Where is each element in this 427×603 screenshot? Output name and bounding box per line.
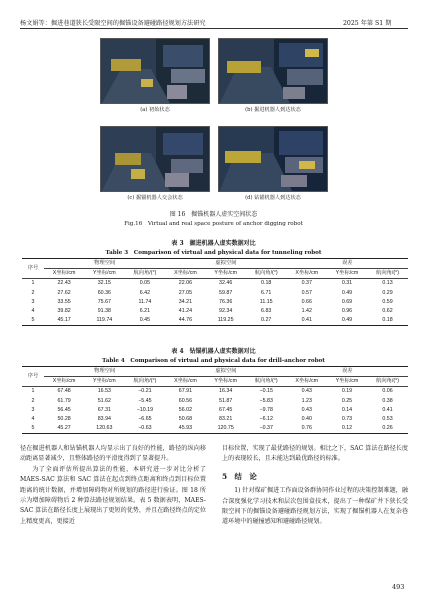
subheader-x: X坐标/cm xyxy=(52,378,76,385)
table-cell: −9.78 xyxy=(259,406,273,413)
table-cell: −0.21 xyxy=(138,388,152,395)
table-cell: 67.31 xyxy=(97,406,111,413)
table-cell: 75.67 xyxy=(97,298,111,305)
table-cell: 120.63 xyxy=(96,425,113,432)
table-cell: 33.55 xyxy=(57,298,71,305)
panel-a-label: (a) 初始状态 xyxy=(140,107,170,113)
table-cell: 0.49 xyxy=(341,289,353,296)
table-cell: 39.82 xyxy=(57,308,71,315)
running-header-right: 2025 年第 S1 期 xyxy=(343,20,392,27)
page-number: 493 xyxy=(392,583,405,591)
table-cell: 41.24 xyxy=(178,308,193,315)
table-cell: 59.87 xyxy=(219,289,233,296)
table3-group-virtual: 虚拟空间 xyxy=(165,259,286,269)
table-cell: 119.74 xyxy=(96,317,113,324)
table-cell: 6.42 xyxy=(139,289,151,296)
table-cell: 0.05 xyxy=(139,280,151,287)
table-cell: −6.65 xyxy=(138,416,152,423)
table-cell: 44.76 xyxy=(178,317,193,324)
table4 xyxy=(22,366,408,434)
subheader-y: Y坐标/cm xyxy=(214,270,237,277)
figure-panel-c xyxy=(100,126,210,192)
panel-c-label: (c) 掘锚机器人交会状态 xyxy=(127,195,183,201)
table-cell: 32.15 xyxy=(97,280,111,287)
subheader-y: Y坐标/cm xyxy=(93,270,116,277)
table-cell: 1.42 xyxy=(301,308,312,315)
table3-subheader-row xyxy=(22,269,408,279)
table-row xyxy=(22,397,408,406)
row-index-cell: 3 xyxy=(31,406,35,413)
table-cell: 22.06 xyxy=(178,280,193,287)
mine-scene-image xyxy=(219,127,328,192)
table-cell: −0.63 xyxy=(138,425,152,432)
subheader-x: X坐标/cm xyxy=(174,378,197,385)
table-cell: 51.62 xyxy=(97,397,111,404)
table-cell: 0.66 xyxy=(301,298,312,305)
table-cell: 6.21 xyxy=(139,308,151,315)
body-paragraph: 1) 针对煤矿掘进工作面设备群协同作业过程的决策控制难题，融合深度强化学习技术和层次包围盒技术，提出了一种煤矿井下狭长受限空间下的掘锚设备避碰路径规划方法，实现了掘锚机器人在复杂巷道环境中的碰撞感知和避碰路径规划。 xyxy=(222,487,408,526)
table-cell: 67.45 xyxy=(219,406,233,413)
table-cell: 0.26 xyxy=(382,425,393,432)
table-cell: 0.49 xyxy=(341,317,353,324)
table-cell: 0.18 xyxy=(261,280,272,287)
table-cell: 34.21 xyxy=(178,298,193,305)
table-cell: 11.74 xyxy=(138,298,152,305)
table3-group-error: 误差 xyxy=(287,259,408,269)
table4-title-cn: 表 4 钻锚机器人虚实数据对比 xyxy=(171,348,256,355)
table-cell: 0.53 xyxy=(382,416,393,423)
table-cell: 0.76 xyxy=(301,425,312,432)
table4-subheader-row xyxy=(22,377,408,387)
table-cell: 45.27 xyxy=(57,425,71,432)
table-cell: 0.96 xyxy=(341,308,353,315)
table-cell: 83.21 xyxy=(219,416,233,423)
table-cell: 0.57 xyxy=(301,289,312,296)
subheader-heading: 航向角/(°) xyxy=(376,270,400,277)
table-cell: −6.12 xyxy=(259,416,273,423)
row-index-cell: 2 xyxy=(31,397,35,404)
table-cell: 67.48 xyxy=(57,388,71,395)
table-cell: −0.37 xyxy=(259,425,273,432)
row-index-cell: 4 xyxy=(31,308,35,315)
table-cell: 11.15 xyxy=(259,298,273,305)
table-row xyxy=(22,307,408,316)
table-cell: 27.05 xyxy=(178,289,193,296)
mine-scene-image xyxy=(101,127,210,192)
table-cell: 0.38 xyxy=(382,397,393,404)
table-cell: 50.28 xyxy=(57,416,71,423)
table4-group-virtual: 虚拟空间 xyxy=(165,367,286,377)
table-cell: 6.83 xyxy=(261,308,272,315)
table-row xyxy=(22,298,408,307)
table-cell: −5.83 xyxy=(259,397,273,404)
body-paragraph: 为了全面评估所提出算法的性能，本研究进一步对比分析了 MAES-SAC 算法和 SAC 算法在起点到终点距离和终点到目标位置距离的统计数据，并增加障碍物对所规划的路径进行验证。图 18 所示为增加障碍物后 2 种算法路径规划结果。表 5 数据表明，MAES-SAC 算法在路径长度上展现出了更短的优势，并且在路径终点的定位上精度更高，更接近 xyxy=(20,465,206,525)
subheader-y: Y坐标/cm xyxy=(93,378,116,385)
panel-b-label: (b) 掘进机器人到达状态 xyxy=(245,107,301,113)
table-cell: 45.17 xyxy=(57,317,71,324)
figure-panel-a xyxy=(100,38,210,104)
table-cell: 0.14 xyxy=(341,406,353,413)
table-cell: 0.41 xyxy=(301,317,312,324)
table4-group-error: 误差 xyxy=(287,367,408,377)
subheader-y: Y坐标/cm xyxy=(335,270,359,277)
table4-title-en: Table 4 Comparison of virtual and physical data for drill-anchor robot xyxy=(102,358,325,364)
table-cell: 0.62 xyxy=(382,308,393,315)
table-cell: 0.29 xyxy=(382,289,393,296)
table-cell: 0.19 xyxy=(341,388,353,395)
table-cell: 83.94 xyxy=(97,416,111,423)
subheader-y: Y坐标/cm xyxy=(214,378,237,385)
table-row xyxy=(22,289,408,298)
table-row xyxy=(22,387,408,397)
table-row xyxy=(22,415,408,424)
section-heading: 5 结 论 xyxy=(222,471,257,481)
subheader-x: X坐标/cm xyxy=(295,270,319,277)
table3 xyxy=(22,258,408,326)
mine-scene-image xyxy=(101,39,210,104)
table4-group-physical: 物理空间 xyxy=(44,367,165,377)
row-index-cell: 4 xyxy=(31,416,35,423)
table-row xyxy=(22,424,408,434)
table-cell: 1.23 xyxy=(301,397,312,404)
subheader-heading: 航向角/(°) xyxy=(254,378,278,385)
table-cell: 0.43 xyxy=(301,406,312,413)
table-cell: 91.38 xyxy=(97,308,111,315)
table3-title-cn: 表 3 掘进机器人虚实数据对比 xyxy=(171,240,256,247)
subheader-heading: 航向角/(°) xyxy=(133,270,157,277)
table-cell: −5.45 xyxy=(138,397,152,404)
table-cell: 0.18 xyxy=(382,317,393,324)
subheader-x: X坐标/cm xyxy=(174,270,197,277)
figure-caption-en: Fig.16 Virtual and real space posture of anchor digging robot xyxy=(124,221,303,227)
row-index-cell: 5 xyxy=(31,317,35,324)
table-cell: 92.34 xyxy=(219,308,233,315)
table-cell: 0.41 xyxy=(382,406,393,413)
figure-caption-cn: 图 16 掘锚机器人虚实空间状态 xyxy=(169,211,258,218)
table-row xyxy=(22,316,408,326)
table-cell: 56.45 xyxy=(57,406,71,413)
table-cell: 56.02 xyxy=(178,406,193,413)
table3-group-physical: 物理空间 xyxy=(44,259,165,269)
left-column xyxy=(20,444,206,527)
row-index-cell: 5 xyxy=(31,425,35,432)
row-index-cell: 2 xyxy=(31,289,35,296)
mine-scene-image xyxy=(219,39,328,104)
row-index-cell: 1 xyxy=(31,388,35,395)
table-cell: 50.68 xyxy=(178,416,193,423)
table-cell: 51.87 xyxy=(219,397,233,404)
table-cell: 6.71 xyxy=(261,289,272,296)
table-cell: 22.43 xyxy=(57,280,71,287)
table-cell: 0.25 xyxy=(341,397,353,404)
table3-seq-header: 序号 xyxy=(22,259,44,279)
table-cell: 16.53 xyxy=(97,388,111,395)
table-cell: 0.45 xyxy=(139,317,151,324)
table-row xyxy=(22,279,408,289)
table-cell: 27.62 xyxy=(57,289,71,296)
subheader-y: Y坐标/cm xyxy=(335,378,359,385)
subheader-x: X坐标/cm xyxy=(52,270,76,277)
table-cell: 0.12 xyxy=(341,425,353,432)
table-cell: 45.93 xyxy=(178,425,193,432)
subheader-heading: 航向角/(°) xyxy=(133,378,157,385)
panel-d-label: (d) 钻锚机器人到达状态 xyxy=(245,195,301,201)
row-index-cell: 1 xyxy=(31,280,35,287)
table-cell: −0.15 xyxy=(259,388,273,395)
row-index-cell: 3 xyxy=(31,298,35,305)
table-cell: 60.56 xyxy=(178,397,193,404)
table-cell: 0.31 xyxy=(341,280,353,287)
table-cell: 0.37 xyxy=(301,280,312,287)
table-cell: 0.27 xyxy=(261,317,272,324)
running-header-left: 杨文娟等：掘进巷道狭长受限空间的掘锚设备避碰路径规划方法研究 xyxy=(20,20,206,27)
table-cell: 67.91 xyxy=(178,388,193,395)
table-cell: 0.73 xyxy=(341,416,353,423)
subheader-heading: 航向角/(°) xyxy=(254,270,278,277)
table-cell: −10.19 xyxy=(136,406,154,413)
table-cell: 119.25 xyxy=(217,317,234,324)
figure-panel-d xyxy=(218,126,328,192)
subheader-x: X坐标/cm xyxy=(295,378,319,385)
table4-seq-header: 序号 xyxy=(22,367,44,387)
table-cell: 60.36 xyxy=(97,289,111,296)
body-paragraph: 径在掘进机器人和钻锚机器人均显示出了良好的性能，路径的纵向移动距离显著减少，且整体路径的平滑度得到了显著提升。 xyxy=(20,445,206,463)
table-cell: 120.75 xyxy=(217,425,234,432)
table-cell: 32.46 xyxy=(219,280,233,287)
table-row xyxy=(22,406,408,415)
table-cell: 0.43 xyxy=(301,388,312,395)
table-cell: 0.13 xyxy=(382,280,393,287)
table-cell: 76.36 xyxy=(219,298,233,305)
figure-panel-b xyxy=(218,38,328,104)
table-cell: 0.06 xyxy=(382,388,393,395)
table-cell: 0.69 xyxy=(341,298,353,305)
table3-title-en: Table 3 Comparison of virtual and physical data for tunneling robot xyxy=(105,250,322,256)
table-cell: 16.34 xyxy=(219,388,233,395)
table-cell: 61.79 xyxy=(57,397,71,404)
subheader-heading: 航向角/(°) xyxy=(376,378,400,385)
header-rule xyxy=(20,28,408,29)
right-column xyxy=(222,444,408,528)
table-cell: 0.59 xyxy=(382,298,393,305)
body-paragraph: 目标位置，实现了最优路径的规划。相比之下，SAC 算法在路径长度上的表现较长，且未能达到最优路径的标准。 xyxy=(222,445,408,463)
table-cell: 0.40 xyxy=(301,416,312,423)
